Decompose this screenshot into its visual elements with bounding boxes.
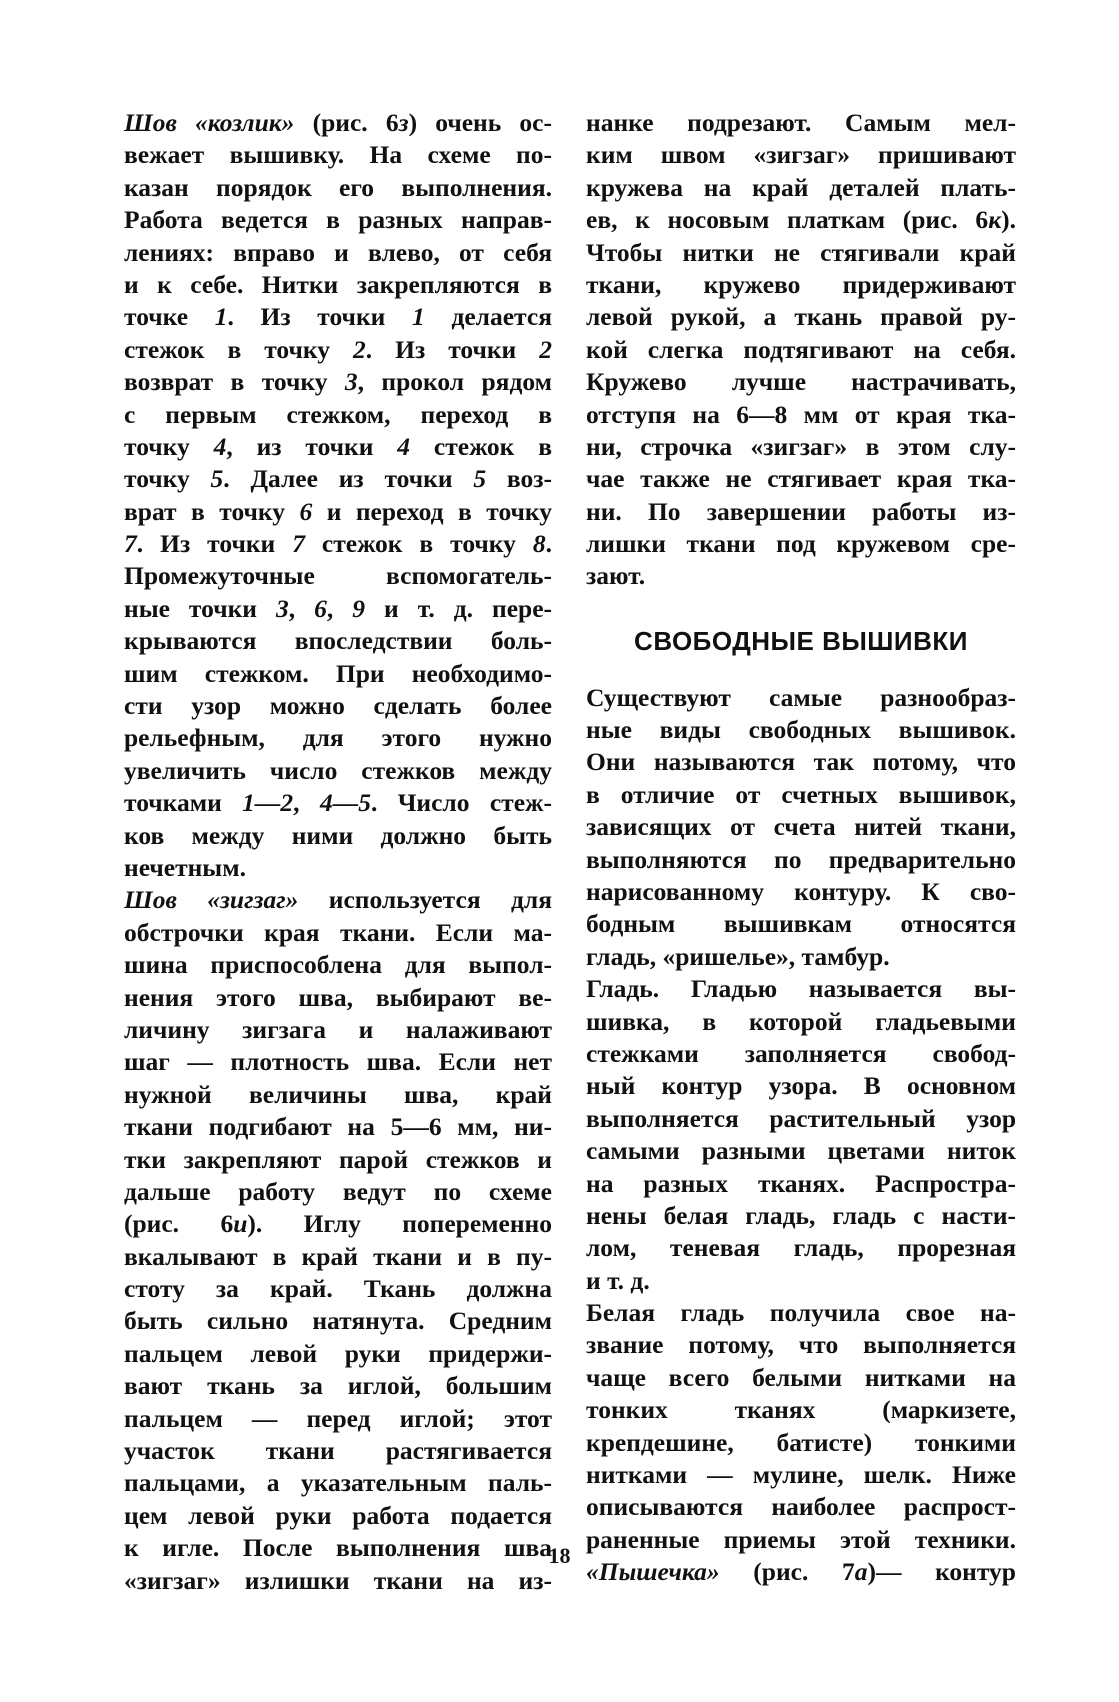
text-line: шина приспособлена для выпол-	[124, 950, 552, 980]
text-line: Существуют самые разнообраз-	[586, 682, 1016, 712]
text-line: нитками — мулине, шелк. Ниже	[586, 1460, 1016, 1490]
text-line: сти узор можно сделать более	[124, 691, 552, 721]
text-line: Промежуточные вспомогатель-	[124, 561, 552, 591]
text-line: дальше работу ведут по схеме	[124, 1176, 552, 1206]
text-line: Шов «зигзаг» используется для	[124, 885, 552, 915]
text-line: и к себе. Нитки закрепляются в	[124, 269, 552, 299]
text-line: и т. д.	[586, 1265, 650, 1295]
text-line: нанке подрезают. Самым мел-	[586, 108, 1016, 137]
text-line: с первым стежком, переход в	[124, 399, 552, 429]
text-line: звание потому, что выполняется	[586, 1330, 1016, 1360]
text-line: «Пышечка» (рис. 7а)— контур	[586, 1557, 1016, 1587]
text-line: личину зигзага и налаживают	[124, 1014, 552, 1044]
text-line: вкалывают в край ткани и в пу-	[124, 1241, 552, 1271]
text-line: шаг — плотность шва. Если нет	[124, 1047, 552, 1077]
text-line: ные точки 3, 6, 9 и т. д. пере-	[124, 593, 553, 623]
text-line: зависящих от счета нитей ткани,	[586, 812, 1016, 842]
text-line: крываются впоследствии боль-	[124, 626, 552, 656]
spacer	[586, 593, 1016, 625]
text-line: левой рукой, а ткань правой ру-	[586, 302, 1016, 332]
text-line: Работа ведется в разных направ-	[124, 205, 552, 235]
text-line: стоту за край. Ткань должна	[124, 1274, 552, 1304]
text-line: ков между ними должно быть	[124, 820, 552, 850]
text-line: тки закрепляют парой стежков и	[124, 1144, 552, 1174]
text-line: ткани подгибают на 5—6 мм, ни-	[124, 1112, 552, 1142]
text-line: ни, строчка «зигзаг» в этом слу-	[586, 431, 1016, 461]
text-line: казан порядок его выполнения.	[124, 172, 552, 202]
text-line: увеличить число стежков между	[124, 755, 552, 785]
text-line: рельефным, для этого нужно	[124, 723, 552, 753]
text-line: выполняется растительный узор	[586, 1103, 1016, 1133]
text-line: зают.	[586, 561, 646, 591]
text-line: вежает вышивку. На схеме по-	[124, 140, 552, 170]
text-line: Белая гладь получила свое на-	[586, 1298, 1016, 1328]
text-line: врат в точку 6 и переход в точку	[124, 496, 552, 526]
text-line: возврат в точку 3, прокол рядом	[124, 367, 552, 397]
text-line: Кружево лучше настрачивать,	[586, 367, 1016, 397]
text-line: нены белая гладь, гладь с насти-	[586, 1200, 1016, 1230]
text-line: гладь, «ришелье», тамбур.	[586, 941, 890, 971]
text-line: стежок в точку 2. Из точки 2	[124, 334, 552, 364]
text-line: «зигзаг» излишки ткани на из-	[124, 1565, 552, 1595]
text-line: тонких тканях (маркизете,	[586, 1395, 1016, 1425]
text-line: описываются наиболее распрост-	[586, 1492, 1016, 1522]
text-line: пальцем левой руки придержи-	[124, 1338, 552, 1368]
text-line: кружева на край деталей плать-	[586, 172, 1016, 202]
text-line: на разных тканях. Распростра-	[586, 1168, 1016, 1198]
section-heading: СВОБОДНЫЕ ВЫШИВКИ	[634, 626, 968, 657]
text-line: кой слегка подтягивают на себя.	[586, 334, 1016, 364]
text-line: бодным вышивкам относятся	[586, 909, 1016, 939]
text-line: пальцами, а указательным паль-	[124, 1468, 552, 1498]
text-line: выполняются по предварительно	[586, 844, 1016, 874]
text-line: точку 5. Далее из точки 5 воз-	[124, 464, 552, 494]
text-line: точке 1. Из точки 1 делается	[124, 302, 552, 332]
text-line: шивка, в которой гладьевыми	[586, 1006, 1016, 1036]
text-line: Чтобы нитки не стягивали край	[586, 237, 1016, 267]
text-line: раненные приемы этой техники.	[586, 1524, 1016, 1554]
text-line: Шов «козлик» (рис. 6з) очень ос-	[124, 108, 552, 137]
text-line: точку 4, из точки 4 стежок в	[124, 431, 552, 461]
text-line: нечетным.	[124, 852, 246, 882]
text-line: ни. По завершении работы из-	[586, 496, 1016, 526]
text-line: нарисованному контуру. К сво-	[586, 876, 1016, 906]
text-line: Гладь. Гладью называется вы-	[586, 974, 1016, 1004]
text-line: быть сильно натянута. Средним	[124, 1306, 552, 1336]
text-line: ные виды свободных вышивок.	[586, 715, 1016, 745]
text-line: ким швом «зигзаг» пришивают	[586, 140, 1016, 170]
left-column	[124, 107, 552, 1597]
text-line: лениях: вправо и влево, от себя	[124, 237, 552, 267]
text-line: нения этого шва, выбирают ве-	[124, 982, 552, 1012]
right-column	[586, 107, 1016, 1589]
text-line: цем левой руки работа подается	[124, 1500, 552, 1530]
text-line: чае также не стягивает края тка-	[586, 464, 1016, 494]
text-line: самыми разными цветами ниток	[586, 1136, 1016, 1166]
text-line: крепдешине, батисте) тонкими	[586, 1427, 1016, 1457]
text-line: лишки ткани под кружевом сре-	[586, 529, 1016, 559]
text-line: 7. Из точки 7 стежок в точку 8.	[124, 529, 552, 559]
text-line: чаще всего белыми нитками на	[586, 1362, 1016, 1392]
text-line: (рис. 6и). Иглу попеременно	[124, 1209, 552, 1239]
text-line: ткани, кружево придерживают	[586, 269, 1016, 299]
text-line: пальцем — перед иглой; этот	[124, 1403, 552, 1433]
text-line: лом, теневая гладь, прорезная	[586, 1233, 1016, 1263]
text-line: стежками заполняется свобод-	[586, 1038, 1016, 1068]
text-line: ный контур узора. В основном	[586, 1071, 1016, 1101]
text-line: ев, к носовым платкам (рис. 6к).	[586, 205, 1016, 235]
page-number: 18	[548, 1543, 571, 1568]
text-line: в отличие от счетных вышивок,	[586, 779, 1016, 809]
spacer	[586, 658, 1016, 682]
text-line: вают ткань за иглой, большим	[124, 1371, 552, 1401]
text-line: отступя на 6—8 мм от края тка-	[586, 399, 1016, 429]
text-line: нужной величины шва, край	[124, 1079, 552, 1109]
text-line: точками 1—2, 4—5. Число стеж-	[124, 788, 553, 818]
text-line: участок ткани растягивается	[124, 1436, 552, 1466]
text-line: обстрочки края ткани. Если ма-	[124, 917, 552, 947]
text-line: шим стежком. При необходимо-	[124, 658, 552, 688]
text-line: к игле. После выполнения шва	[124, 1533, 552, 1563]
text-line: Они называются так потому, что	[586, 747, 1016, 777]
